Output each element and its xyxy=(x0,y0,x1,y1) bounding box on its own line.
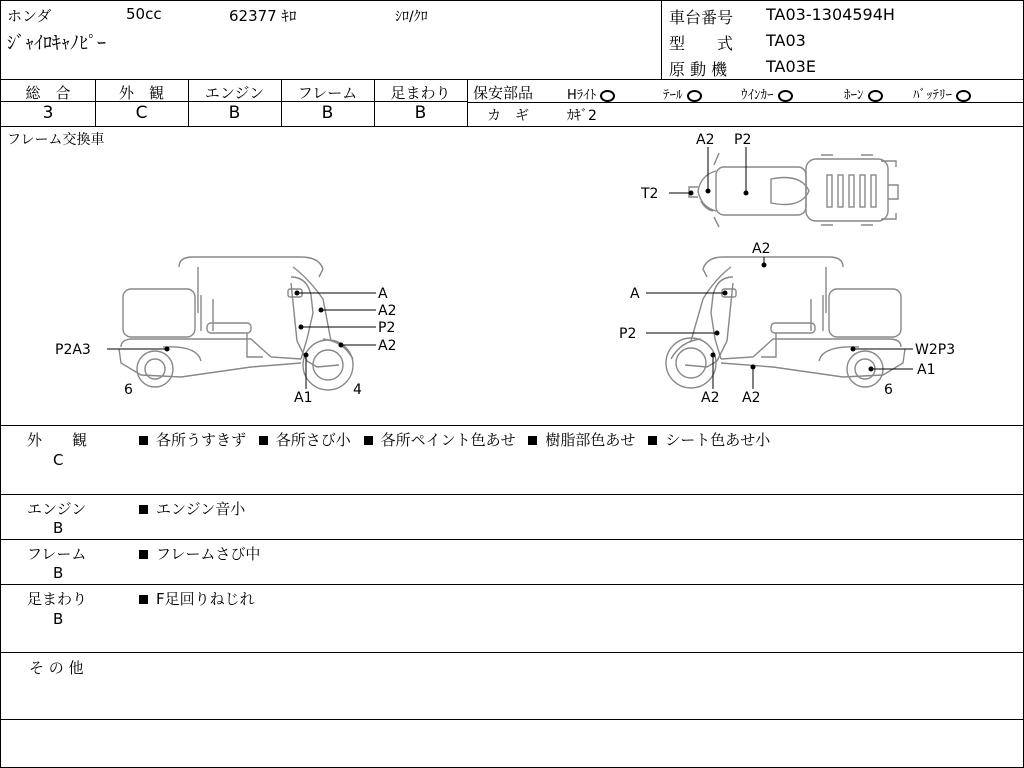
remark-grade-exterior: C xyxy=(53,451,64,469)
bullet-icon xyxy=(139,550,148,559)
ok-circle-icon xyxy=(956,90,971,102)
grade-label-exterior: 外 観 xyxy=(118,84,164,102)
type-value: TA03 xyxy=(766,31,806,50)
safety-item-winker: ｳｲﾝｶｰ xyxy=(741,84,793,103)
right-label-w2p3: W2P3 xyxy=(915,342,956,358)
frame-replaced-note: フレーム交換車 xyxy=(7,132,105,148)
remark-items-frame: フレームさび中 xyxy=(139,543,260,564)
remark-label-other: そ の 他 xyxy=(29,659,84,677)
ok-circle-icon xyxy=(600,90,615,102)
bullet-icon xyxy=(528,436,537,445)
left-label-a1: A1 xyxy=(294,390,313,406)
top-label-a2: A2 xyxy=(696,132,715,148)
left-label-p2a3: P2A3 xyxy=(55,342,91,358)
scooter-left-view xyxy=(119,257,353,390)
remark-rule xyxy=(1,652,1023,653)
remark-items-suspension: F足回りねじれ xyxy=(139,588,255,609)
make: ホンダ xyxy=(7,7,52,25)
color: ｼﾛ/ｸﾛ xyxy=(395,9,428,25)
header-divider xyxy=(661,1,662,79)
bullet-icon xyxy=(139,595,148,604)
remark-rule xyxy=(1,494,1023,495)
key-label: カ ギ xyxy=(487,108,529,124)
grade-value-engine: B xyxy=(228,103,241,123)
bullet-icon xyxy=(139,436,148,445)
right-label-a: A xyxy=(630,286,640,302)
left-label-p2: P2 xyxy=(378,320,396,336)
safety-item-headlight: Hﾗｲﾄ xyxy=(567,84,615,103)
remark-grade-engine: B xyxy=(53,519,64,537)
bullet-icon xyxy=(364,436,373,445)
grade-value-suspension: B xyxy=(414,103,427,123)
grade-label-engine: エンジン xyxy=(204,84,265,102)
grade-value-frame: B xyxy=(321,103,334,123)
header-bottom-rule xyxy=(1,79,1023,80)
bullet-icon xyxy=(139,505,148,514)
remark-items-engine: エンジン音小 xyxy=(139,498,245,519)
ok-circle-icon xyxy=(687,90,702,102)
left-label-a: A xyxy=(378,286,388,302)
safety-item-horn: ﾎｰﾝ xyxy=(844,84,883,103)
mileage: 62377 ｷﾛ xyxy=(229,7,297,25)
remark-label-suspension: 足まわり xyxy=(27,590,88,608)
type-label: 型 式 xyxy=(669,34,734,53)
remark-items-exterior: 各所うすきず 各所さび小 各所ペイント色あせ 樹脂部色あせ シート色あせ小 xyxy=(139,429,770,450)
remark-grade-frame: B xyxy=(53,564,64,582)
remark-rule xyxy=(1,719,1023,720)
right-label-a1: A1 xyxy=(917,362,936,378)
scooter-top-view xyxy=(689,153,898,227)
right-label-6: 6 xyxy=(884,382,893,398)
left-label-6: 6 xyxy=(124,382,133,398)
ok-circle-icon xyxy=(868,90,883,102)
right-label-a2-step: A2 xyxy=(742,390,761,406)
ok-circle-icon xyxy=(778,90,793,102)
left-label-4: 4 xyxy=(353,382,362,398)
grade-value-overall: 3 xyxy=(42,103,54,123)
grade-value-exterior: C xyxy=(135,103,148,123)
damage-diagram xyxy=(1,127,1023,425)
grade-label-overall: 総 合 xyxy=(25,84,71,102)
bullet-icon xyxy=(259,436,268,445)
grade-label-suspension: 足まわり xyxy=(390,84,451,102)
remark-label-frame: フレーム xyxy=(27,545,87,563)
safety-item-tail: ﾃｰﾙ xyxy=(663,84,702,103)
diagram-bottom-rule xyxy=(1,425,1023,426)
key-value: ｶｷﾞ2 xyxy=(567,108,597,124)
left-label-a2-front: A2 xyxy=(378,338,397,354)
remark-label-exterior: 外 観 xyxy=(27,431,88,449)
top-label-t2: T2 xyxy=(641,186,659,202)
right-label-p2: P2 xyxy=(619,326,637,342)
right-label-a2-low: A2 xyxy=(701,390,720,406)
grade-label-frame: フレーム xyxy=(297,84,358,102)
engine-value: TA03E xyxy=(766,57,816,76)
remark-rule xyxy=(1,539,1023,540)
bullet-icon xyxy=(648,436,657,445)
displacement: 50cc xyxy=(126,5,162,23)
left-label-a2: A2 xyxy=(378,303,397,319)
safety-label: 保安部品 xyxy=(473,84,534,102)
chassis-value: TA03-1304594H xyxy=(766,5,895,24)
chassis-label: 車台番号 xyxy=(669,8,734,27)
remark-label-engine: エンジン xyxy=(27,500,87,518)
model-name: ｼﾞｬｲﾛｷｬﾉﾋﾟｰ xyxy=(7,33,106,54)
top-label-p2: P2 xyxy=(734,132,752,148)
right-label-a2-roof: A2 xyxy=(752,241,771,257)
remark-grade-suspension: B xyxy=(53,610,64,628)
safety-item-battery: ﾊﾞｯﾃﾘｰ xyxy=(913,84,971,103)
engine-label: 原 動 機 xyxy=(669,60,728,79)
remark-rule xyxy=(1,584,1023,585)
